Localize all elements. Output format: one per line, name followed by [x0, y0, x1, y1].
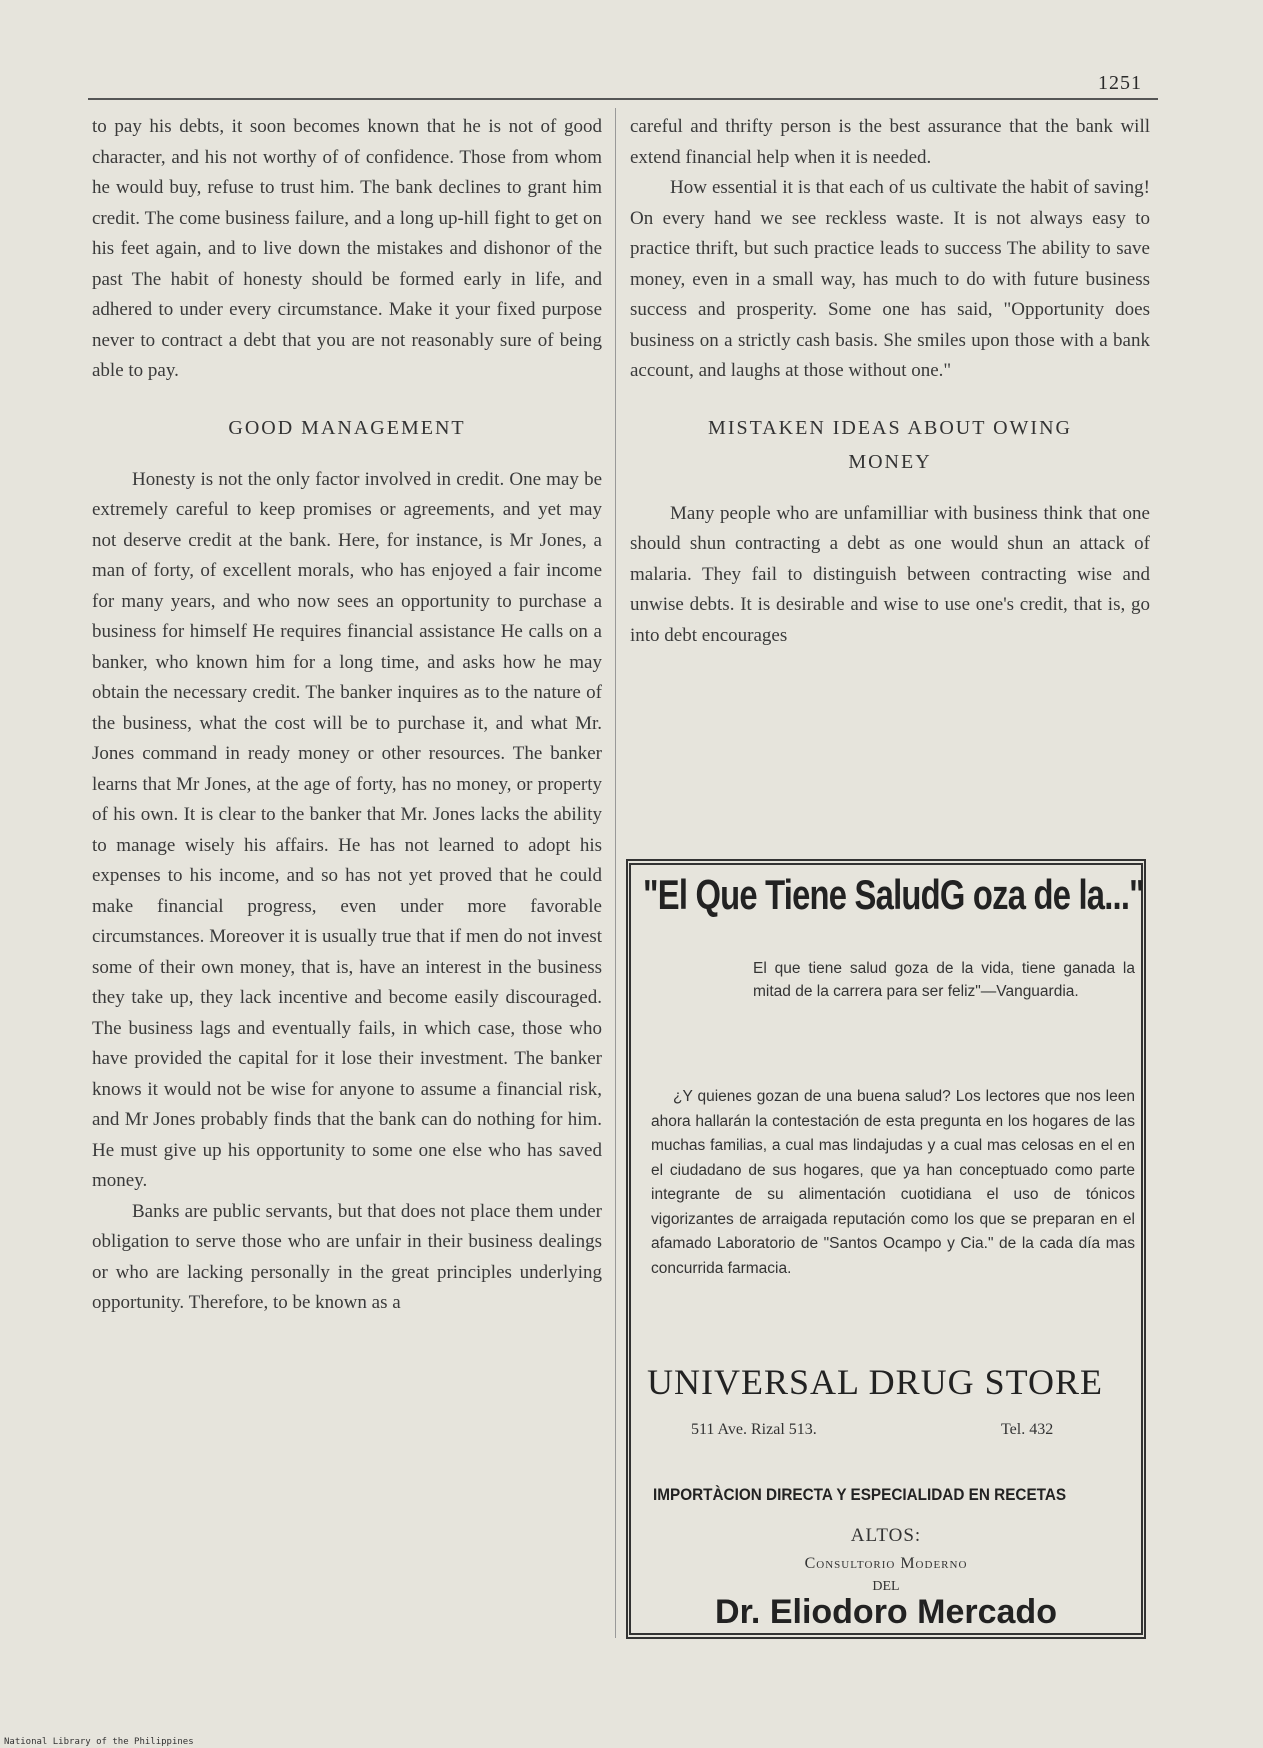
right-column [630, 112, 1150, 651]
footer-credit: National Library of the Philippines [4, 1737, 194, 1747]
page-number: 1251 [1098, 72, 1142, 94]
ad-consultorio: Consultorio Moderno [804, 1555, 968, 1572]
top-rule [88, 98, 1158, 100]
left-paragraph-1: to pay his debts, it soon becomes known that he is not of good character, and his not worthy of of confidence. Those from whom he would buy, refuse to trust him. The bank declines to grant him credit. The come business failure, and a long up-hill fight to get on his feet again, and to live down the mistakes and dishonor of the past The habit of honesty should be formed early in life, and adhered to under every circumstance. Make it your fixed purpose never to contract a debt that you are not reasonably sure of being able to pay. [92, 116, 602, 381]
left-column [92, 112, 602, 1319]
column-divider [615, 108, 616, 1638]
ad-title: "El Que Tiene SaludG oza de la..." [643, 871, 1144, 918]
ad-store-name: UNIVERSAL DRUG STORE [647, 1362, 1104, 1402]
right-paragraph-2: How essential it is that each of us cultivate the habit of saving! On every hand we see reckless waste. It is not always easy to practice thrift, but such practice leads to success The ability to save money, even in a small way, has much to do with future business success and prosperity. Some one has said, "Opportunity does business on a strictly cash basis. She smiles upon those with a bank account, and laughs at those without one." [630, 177, 1150, 381]
left-paragraph-2: Honesty is not the only factor involved in credit. One may be extremely careful to keep promises or agreements, and yet may not deserve credit at the bank. Here, for instance, is Mr Jones, a man of forty, of excellent morals, who has enjoyed a fair income for many years, and who now sees an opportunity to purchase a business for himself He requires financial assistance He calls on a banker, who known him for a long time, and asks how he may obtain the necessary credit. The banker inquires as to the nature of the business, what the cost will be to purchase it, and what Mr. Jones command in ready money or other resources. The banker learns that Mr Jones, at the age of forty, has no money, or property of his own. It is clear to the banker that Mr. Jones lacks the ability to manage wisely his affairs. He has not learned to adopt his expenses to his income, and so has not yet proved that he could make financial progress, even under more favorable circumstances. Moreover it is usually true that if men do not invest some of their own money, that is, have an interest in the business they take up, they lack incentive and become easily discouraged. The business lags and eventually fails, in which case, those who have provided the capital for it lose their investment. The banker knows it would not be wise for anyone to assume a financial risk, and Mr Jones probably finds that the bank can do nothing for him. He must give up his opportunity to some one else who has saved money. [92, 468, 602, 1191]
right-paragraph-3: Many people who are unfamilliar with business think that one should shun contracting a debt as one would shun an attack of malaria. They fail to distinguish between contracting wise and unwise debts. It is desirable and wise to use one's credit, that is, go into debt encourages [630, 502, 1150, 646]
ad-import-line: IMPORTÀCION DIRECTA Y ESPECIALIDAD EN RECETAS [653, 1485, 1067, 1504]
ad-address: 511 Ave. Rizal 513. [691, 1421, 817, 1438]
right-paragraph-1: careful and thrifty person is the best assurance that the bank will extend financial help when it is needed. [630, 116, 1150, 168]
ad-doctor: Dr. Eliodoro Mercado [715, 1593, 1057, 1631]
ad-body [651, 1085, 1135, 1281]
ad-telephone: Tel. 432 [1001, 1421, 1054, 1438]
ad-body-text: ¿Y quienes gozan de una buena salud? Los lectores que nos leen ahora hallarán la contestación de esta pregunta en los hogares de las muchas familias, a cual mas lindajudas y a cual mas celosas en el en el ciudadano de sus hogares, que ya han conceptuado como parte integrante de su alimentación cuotidiana el uso de tónicos vigorizantes de arraigada reputación como los que se preparan en el afamado Laboratorio de "Santos Ocampo y Cia." de la cada día mas concurrida farmacia. [651, 1088, 1135, 1277]
ad-altos: ALTOS: [850, 1525, 922, 1546]
advertisement-box [626, 859, 1146, 1639]
ad-quote: El que tiene salud goza de la vida, tiene ganada la mitad de la carrera para ser feliz"—Vanguardia. [753, 960, 1135, 1000]
ad-del: DEL [872, 1579, 900, 1594]
heading-good-management: GOOD MANAGEMENT [228, 416, 466, 439]
heading-mistaken-ideas: MISTAKEN IDEAS ABOUT OWING MONEY [708, 416, 1072, 473]
left-paragraph-3: Banks are public servants, but that does not place them under obligation to serve those who are unfair in their business dealings or who are lacking personally in the great principles underlying opportunity. Therefore, to be known as a [92, 1200, 602, 1313]
